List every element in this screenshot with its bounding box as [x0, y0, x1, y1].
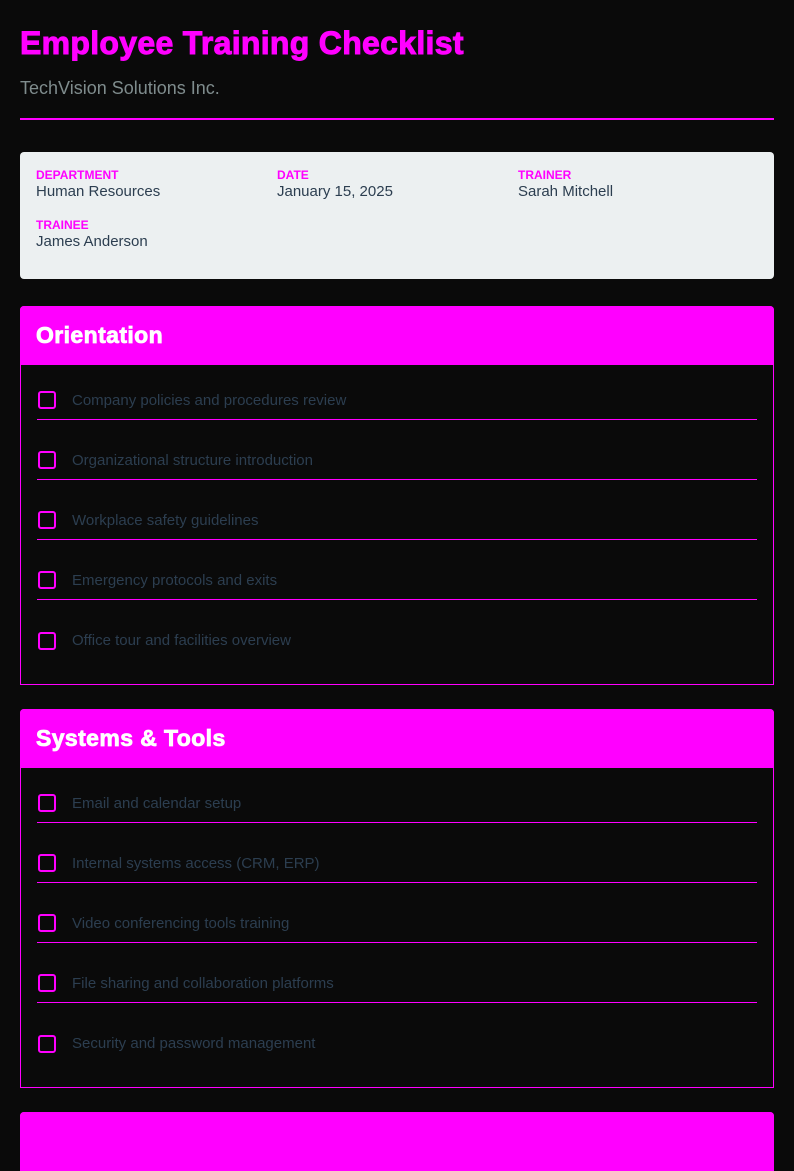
trainee-value: James Anderson [36, 232, 148, 250]
checkbox[interactable] [38, 1035, 56, 1053]
section-title: Orientation [36, 322, 164, 348]
checkbox[interactable] [38, 974, 56, 992]
info-trainee [36, 218, 277, 260]
checklist-item-label: Email and calendar setup [72, 794, 242, 812]
department-value: Human Resources [36, 183, 161, 200]
section-systems-tools [20, 709, 774, 1088]
checklist-item[interactable] [37, 902, 757, 943]
checklist-item-label: Organizational structure introduction [72, 451, 313, 469]
checklist-item[interactable] [37, 782, 757, 823]
trainer-label: TRAINER [518, 168, 572, 182]
section-header [20, 306, 774, 365]
checklist-item-label: Internal systems access (CRM, ERP) [72, 854, 320, 872]
checkbox[interactable] [38, 794, 56, 812]
checklist-item-label: Office tour and facilities overview [72, 632, 291, 649]
checklist-item[interactable] [37, 619, 757, 660]
section-header [20, 709, 774, 768]
checklist-item-label: Workplace safety guidelines [72, 511, 259, 529]
checklist-item-label: Video conferencing tools training [72, 914, 290, 932]
department-label: DEPARTMENT [36, 168, 119, 182]
checkbox[interactable] [38, 854, 56, 872]
checkbox[interactable] [38, 914, 56, 932]
checklist-item[interactable] [37, 842, 757, 883]
page-header [20, 0, 774, 120]
section-next [20, 1112, 774, 1152]
checklist-item-label: Security and password management [72, 1035, 316, 1052]
trainer-value: Sarah Mitchell [518, 183, 614, 200]
checklist-item[interactable] [37, 962, 757, 1003]
checklist-item[interactable] [37, 379, 757, 420]
section-header [20, 1112, 774, 1171]
date-label: DATE [277, 168, 309, 182]
info-trainer [518, 168, 759, 210]
company-name: TechVision Solutions Inc. [20, 78, 220, 98]
section-orientation [20, 306, 774, 685]
checklist-item[interactable] [37, 499, 757, 540]
page-title: Employee Training Checklist [20, 25, 464, 61]
checkbox[interactable] [38, 571, 56, 589]
checkbox[interactable] [38, 451, 56, 469]
checklist [21, 365, 773, 684]
checklist-item-label: Emergency protocols and exits [72, 571, 278, 589]
checklist-item[interactable] [37, 439, 757, 480]
checklist-item[interactable] [37, 1022, 757, 1063]
checkbox[interactable] [38, 632, 56, 650]
checkbox[interactable] [38, 391, 56, 409]
checklist [21, 768, 773, 1087]
checklist-item-label: Company policies and procedures review [72, 391, 347, 409]
checklist-item[interactable] [37, 559, 757, 600]
checkbox[interactable] [38, 511, 56, 529]
info-date [277, 168, 518, 210]
info-department [36, 168, 277, 210]
training-info-panel [20, 152, 774, 279]
section-title: Systems & Tools [36, 725, 226, 751]
trainee-label: TRAINEE [36, 217, 89, 232]
checklist-item-label: File sharing and collaboration platforms [72, 974, 334, 992]
date-value: January 15, 2025 [277, 183, 393, 200]
